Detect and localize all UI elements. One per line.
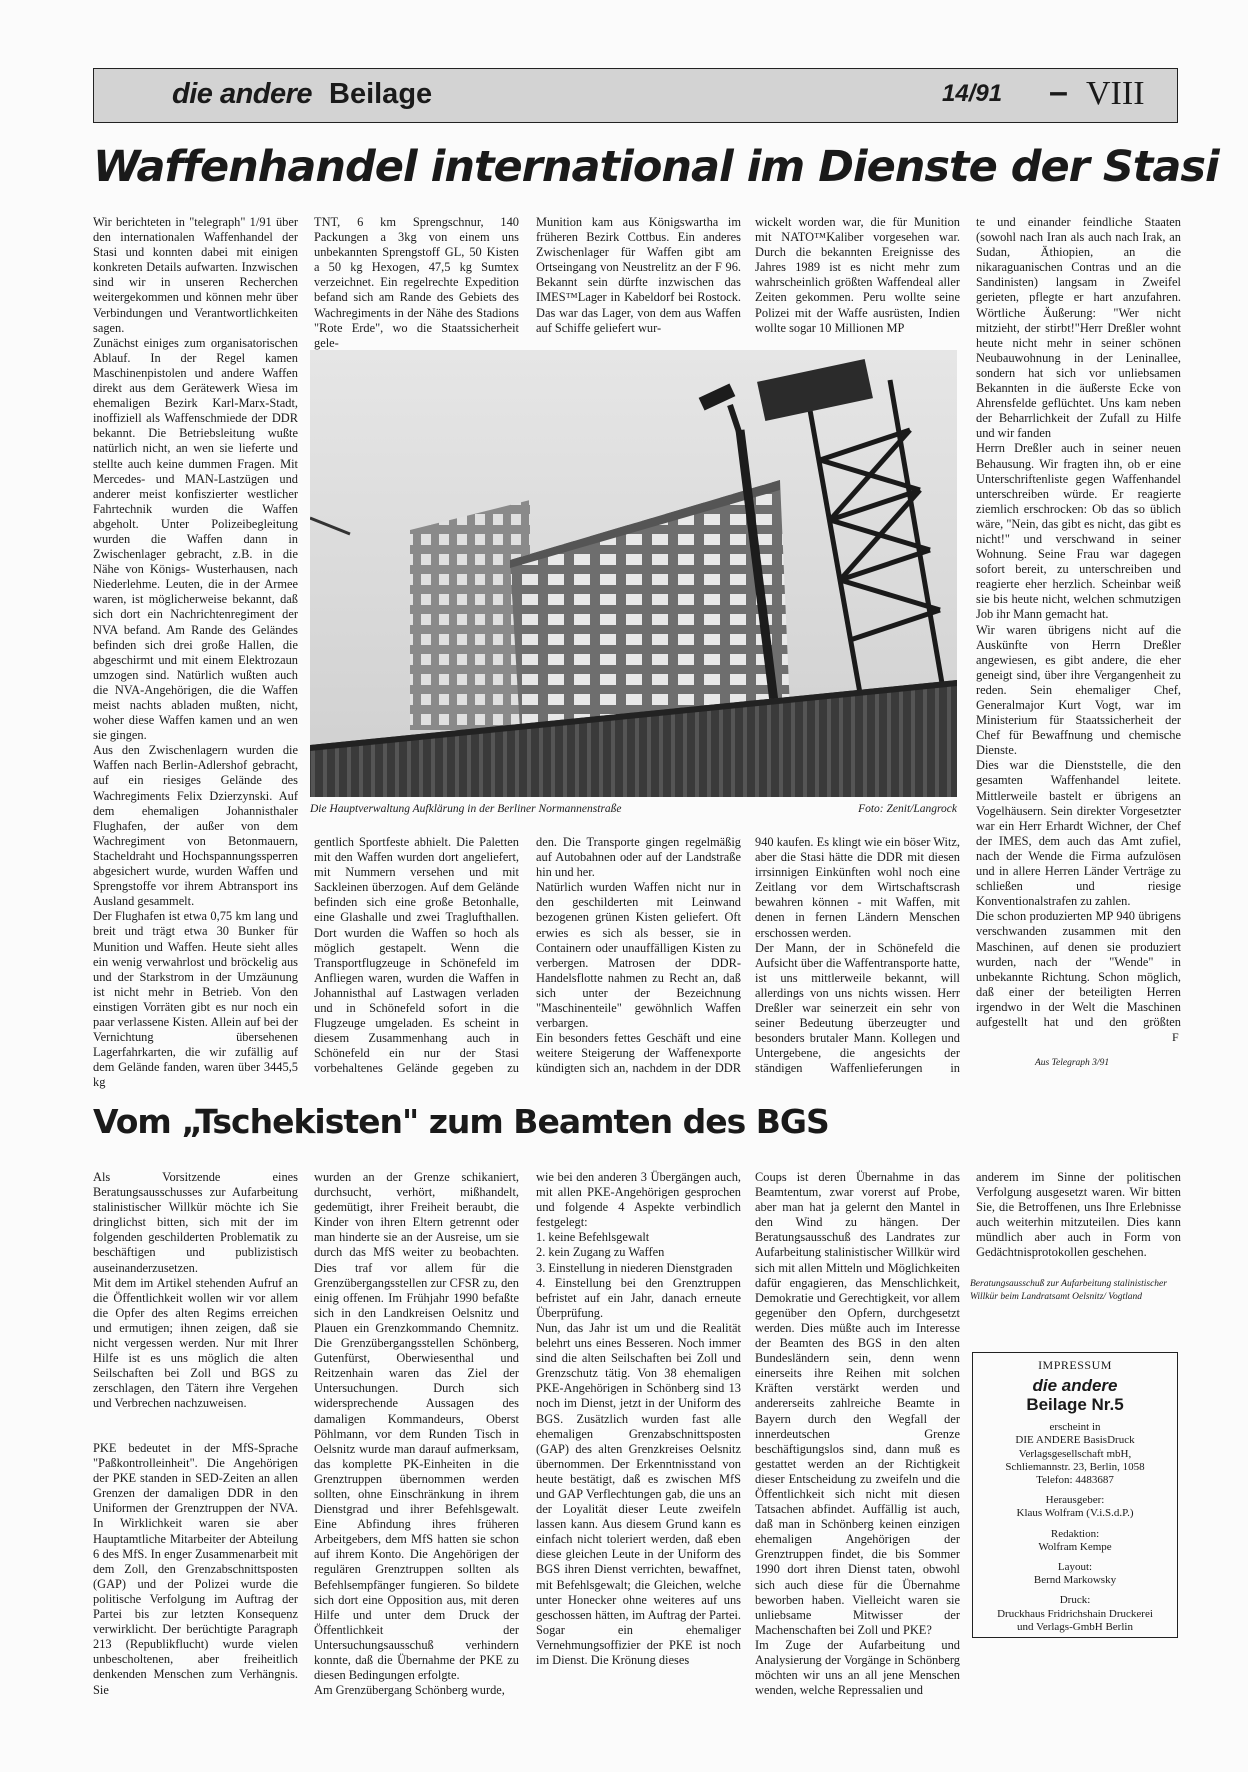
- impressum-brand-line-1: die andere: [1032, 1376, 1118, 1396]
- photo-caption-row: [310, 803, 957, 815]
- article2-column-1: PKE bedeutet in der MfS-Sprache "Paßkontrolleinheit". Die Angehörigen der PKE standen in SED-Zeiten an allen Grenzen der damaligen DDR in den Uniformen der Grenztruppen der NVA. In Wirklichkeit waren sie aber Hauptamtliche Mitarbeiter der Abteilung 6 des MfS. In enger Zusammenarbeit mit dem Zoll, den Grenzabschnittsposten (GAP) und der Polizei wurde die politische Verfolgung im Auftrag der Partei bis zur letzten Konsequenz verwirklicht. Der berüchtigte Paragraph 213 (Republikflucht) wurde vielen unbescholtenen, aber freiheitlich denkenden Menschen zum Verhängnis. Sie: [93, 1441, 298, 1697]
- page-number: VIII: [1086, 75, 1145, 112]
- article1-column-4-top: wickelt worden war, die für Munition mit NATO™Kaliber vorgesehen war. Durch die bekannten Ereignisse des Jahres 1989 ist es nicht mehr zum wahrscheinlich größten Waffendeal aller Zeiten gekommen. Peru wollte seine Polizei mit der Waffe ausrüsten, Indien wollte sogar 10 Millionen MP: [755, 215, 960, 335]
- article2-column-4: Coups ist deren Übernahme in das Beamtentum, zwar vorerst auf Probe, aber man hat ja gelernt den Mantel in den Wind zu hängen. Der Beratungsausschuß des Landrates zur Aufarbeitung stalinistischer Willkür wird sich mit allen Mitteln und Möglichkeiten dafür engagieren, das Menschlichkeit, Demokratie und Gerechtigkeit, vor allem gegenüber den Opfern, durchgesetzt werden. Dies müßte auch im Interesse der Beamten des BGS in den alten Bundesländern sein, denn wenn einerseits ihre Reihen mit solchen Kräften verstärkt werden und andererseits zahlreiche Beamte in Bayern durch den Wegfall der innerdeutschen Grenze beschäftigungslos sind, dann muß es gestattet werden an der Richtigkeit dieser Entscheidung zu zweifeln und die Öffentlichkeit sich nicht mit diesen Tatsachen abfindet. Auffällig ist auch, daß man in Schönberg keinen einzigen ehemaligen Angehörigen der Grenztruppen findet, die bis Sommer 1990 dort ihren Dienst taten, obwohl sich auch diese für die Übernahme beworben haben. Vielleicht waren sie unliebsame Mitwisser der Machenschaften bei Zoll und PKE? Im Zuge der Aufarbeitung und Analysierung der Vorgänge in Schönberg möchten wir uns an all jene Menschen wenden, welche Repressalien und: [755, 1170, 960, 1698]
- article1-column-3-bottom: den. Die Transporte gingen regelmäßig auf Autobahnen oder auf der Landstraße hin und her. Natürlich wurden Waffen nicht nur in den geschilderten mit Leinwand bezogenen grünen Kisten geliefert. Oft erwies es sich als besser, sie in Containern oder unauffälligen Kisten zu verbergen. Matrosen der DDR-Handelsflotte nahmen zu Recht an, daß sich unter der Bezeichnung "Maschinenteile" gewöhnlich Waffen verbargen. Ein besonders fettes Geschäft und eine weitere Steigerung der Waffenexporte kündigten sich an, nachdem in der DDR: [536, 835, 741, 1075]
- publisher-line-2: DIE ANDERE BasisDruck: [1015, 1434, 1135, 1447]
- article2-source: Beratungsausschuß zur Aufarbeitung stalinistischer Willkür beim Landratsamt Oelsnitz/ Vogtland: [970, 1279, 1167, 1302]
- article1-column-1: Wir berichteten in "telegraph" 1/91 über den internationalen Waffenhandel der Stasi und konnten dabei mit einigen konkreten Details aufwarten. Inzwischen sind wir in unseren Recherchen weitergekommen und können mehr über Verbindungen und Verantwortlichkeiten sagen. Zunächst einiges zum organisatorischen Ablauf. In der Regel kamen Maschinenpistolen und andere Waffen direkt aus dem Gerätewerk Wiesa im ehemaligen Bezirk Karl-Marx-Stadt, inoffiziell als Waffenschmiede der DDR bekannt. Die Betriebsleitung wußte natürlich nicht, an wen sie lieferte und stellte auch keine dummen Fragen. Mit Mercedes- und MAN-Lastzügen und anderer meist konfiszierter westlicher Fahrtechnik wurden die Waffen abgeholt. Unter Polizeibegleitung wurden die Waffen dann in Zwischenlager gebracht, z.B. in die Nähe von Königs- Wusterhausen, nach Niederlehme. Leuten, die in der Armee waren, ist möglicherweise bekannt, daß sich dort ein Nachrichtenregiment der NVA befand. Am Rande des Geländes befinden sich drei große Hallen, die abgeschirmt und mit einem Elektrozaun umzogen sind. Natürlich wußten auch die NVA-Angehörigen, die die Waffen meist nachts abladen mußten, nicht, woher diese Waffen kamen und an wen sie gingen. Aus den Zwischenlagern wurden die Waffen nach Berlin-Adlershof gebracht, auf ein riesiges Gelände des Wachregiments Felix Dzierzynski. Auf dem ehemaligen Johannisthaler Flughafen, der außer von dem Wachregiment von Betonmauern, Stacheldraht und Hochspannungssperren abgesichert wurde, wurden Waffen und Sprengstoffe vor ihrem Abtransport ins Ausland gesammelt. Der Flughafen ist etwa 0,75 km lang und breit und trägt etwa 30 Bunker für Munition und Waffen. Heute sieht alles ein wenig verwahrlost und bröckelig aus und der Starkstrom in der Umzäunung ist nicht mehr in Betrieb. Von den einstigen Vorräten gibt es nur noch ein paar verlassene Kisten. Allein auf bei der Vernichtung übersehenen Lagerfahrkarten, die wir zufällig auf dem Gelände fanden, waren über 3445,5 kg: [93, 215, 298, 1090]
- article2-headline: Vom „Tschekisten" zum Beamten des BGS: [93, 1102, 829, 1141]
- editor-name: Klaus Wolfram (V.i.S.d.P.): [1016, 1507, 1134, 1520]
- layout-label: Layout:: [1057, 1561, 1093, 1574]
- article1-column-2-top: TNT, 6 km Sprengschnur, 140 Packungen a 3kg von einem uns unbekannten Sprengstoff GL, 50 Kisten a 50 kg Hexogen, 47,5 kg Sumtex verzeichnet. Ein regelrechte Expedition befand sich am Rande des Gebiets des Wachregiments in der Nähe des Stadions "Rote Erde", wo die Staatssicherheit gele-: [314, 215, 519, 350]
- page-header-bar: [93, 68, 1178, 123]
- article1-column-3-top: Munition kam aus Königswartha im früheren Bezirk Cottbus. Ein anderes Zwischenlager für Waffen gibt am Ortseingang von Neustrelitz an der F 96. Bekannt sein dürfte inzwischen das IMES™Lager in Kabeldorf bei Rostock. Das war das Lager, von dem aus Waffen auf Schiffe geliefert wur-: [536, 215, 741, 335]
- photo-credit: Foto: Zenit/Langrock: [858, 803, 957, 815]
- building-photo: [310, 350, 957, 797]
- publisher-line-5: Telefon: 4483687: [1036, 1474, 1114, 1487]
- issue-number: 14/91: [942, 80, 1003, 107]
- article2-column-3: wie bei den anderen 3 Übergängen auch, mit allen PKE-Angehörigen gesprochen und folgende 4 Aspekte verbindlich festgelegt: 1. keine Befehlsgewalt 2. kein Zugang zu Waffen 3. Einstellung in niederen Dienstgraden 4. Einstellung bei den Grenztruppen befristet auf ein Jahr, danach erneute Überprüfung. Nun, das Jahr ist um und die Realität belehrt uns eines Besseren. Noch immer sind die alten Seilschaften bei Zoll und Grenzschutz tätig. Von 38 ehemaligen PKE-Angehörigen in Schönberg sind 13 noch im Dienst, jetzt in der Uniform des BGS. Zusätzlich wurden fast alle ehemaligen Grenzabschnittsposten (GAP) des alten Grenzkreises Oelsnitz übernommen. Der Erkenntnisstand von heute bestätigt, daß es zwischen MfS und GAP Verflechtungen gab, die uns an der Loyalität dieser Leute zweifeln lassen kann. Aus diesem Grund kann es einfach nicht toleriert werden, daß eben diese gleichen Leute in der Uniform des BGS ihren Dienst verrichten, bewaffnet, mit Befehlsgewalt; die Gleichen, welche unter Honecker ohne weiteres auf uns geschossen hätten, im Auftrag der Partei. Sogar ein ehemaliger Vernehmungsoffizier der PKE ist noch im Dienst. Die Krönung dieses: [536, 1170, 741, 1667]
- article1-signature: F: [1172, 1030, 1179, 1044]
- article1-source: Aus Telegraph 3/91: [1035, 1058, 1110, 1068]
- layout-name: Bernd Markowsky: [1033, 1574, 1117, 1587]
- article2-intro: Als Vorsitzende eines Beratungsausschusses zur Aufarbeitung stalinistischer Willkür möchte ich Sie dringlichst bitten, sich mit der im folgenden geschilderten Problematik zu beschäftigen und publizistisch auseinanderzusetzen. Mit dem im Artikel stehenden Aufruf an die Öffentlichkeit wollen wir vor allem die Opfer des alten Regims erreichen und ermutigen; ihnen zeigen, daß sie nicht vergessen werden. Nur mit Ihrer Hilfe ist es uns möglich die alten Seilschaften bei Zoll und BGS zu zerschlagen, den Tätern ihre Vergehen und Verbrechen nachzuweisen.: [93, 1170, 298, 1411]
- impressum-brand-line-2: Beilage Nr.5: [1026, 1395, 1124, 1415]
- editor-label: Herausgeber:: [1045, 1494, 1105, 1507]
- section-name: Beilage: [329, 78, 433, 110]
- print-line-2: und Verlags-GmbH Berlin: [1017, 1620, 1133, 1633]
- article2-column-5: anderem im Sinne der politischen Verfolgung ausgesetzt waren. Wir bitten Sie, die Betroffenen, uns Ihre Erlebnisse auch weiterhin mitzuteilen. Dies kann mündlich aber auch in Form von Gedächtnisprotokollen geschehen.: [976, 1170, 1181, 1260]
- print-label: Druck:: [1059, 1594, 1091, 1607]
- publisher-line-4: Schliemannstr. 23, Berlin, 1058: [1005, 1460, 1145, 1473]
- impressum-box: [972, 1352, 1178, 1638]
- publisher-line-1: erscheint in: [1049, 1421, 1101, 1434]
- article1-column-5: te und einander feindliche Staaten (sowohl nach Iran als auch nach Irak, an Sudan, Äthiopien, an die nikaraguanischen Contras und an die Sandinisten) langsam in Zweifel gerieten, pflegte er hart anzufahren. Wörtliche Äußerung: "Wer nicht mitzieht, der stirbt!"Herr Dreßler wohnt heute nicht mehr in seiner schönen Neubauwohnung in der Leninallee, sondern hat sich vor unliebsamen Bekannten in die äußerste Ecke von Ahrensfelde geflüchtet. Uns kam neben der Beharrlichkeit der Zufall zu Hilfe und wir fanden Herrn Dreßler auch in seiner neuen Behausung. Wir fragten ihn, ob er eine Unterschriftenliste gegen Waffenhandel unterschreiben würde. Er reagierte ziemlich erschrocken: Ob das so üblich wäre, "Nein, das gibt es nicht, das gibt es nicht!" und verschwand in seiner Wohnung. Seine Frau war dagegen sofort bereit, zu unterschreiben und reagierte eher herzlich. Scheinbar weiß sie bis heute nicht, welchen schmutzigen Job ihr Mann gemacht hat. Wir waren übrigens nicht auf die Auskünfte von Herrn Dreßler angewiesen, es gibt andere, die eher geneigt sind, über ihre Vergangenheit zu reden. Sein ehemaliger Chef, Generalmajor Kurt Vogt, war im Ministerium für Staatssicherheit der Chef für Bewaffnung und chemische Dienste. Dies war die Dienststelle, die den gesamten Waffenhandel leitete. Mittlerweile bastelt er übrigens an Vogelhäusern. Sein direkter Vorgesetzter war ein Herr Erhardt Wichner, der Chef der IMES, dem auch das Amt zufiel, nach der Wende die Firma aufzulösen und in allere Herren Länder Verträge zu schließen und riesige Konventionalstrafen zu zahlen. Die schon produzierten MP 940 übrigens verschwanden zusammen mit den Maschinen, auf denen sie produziert wurden, nach der "Wende" in unbekannte Richtung. Schon möglich, daß einer der beteiligten Herren irgendwo in der Welt die Maschinen aufgestellt hat und den größten: [976, 215, 1181, 1029]
- article1-column-2-bottom: gentlich Sportfeste abhielt. Die Paletten mit den Waffen wurden dort angeliefert, mit Nummern versehen und mit Sackleinen überzogen. Auf dem Gelände befinden sich eine große Betonhalle, eine Glashalle und zwei Traglufthallen. Dort wurden die Waffen so hoch als möglich gestapelt. Wenn die Transportflugzeuge in Schönefeld im Anfliegen waren, wurden die Waffen in Johannisthal auf Lastwagen verladen und in Schönefeld sofort in die Flugzeuge umgeladen. Es scheint in diesem Zusammenhang auch in Schönefeld ein nur der Stasi vorbehaltenes Gelände gegeben zu: [314, 835, 519, 1075]
- header-dash: –: [1049, 73, 1068, 111]
- redaktion-name: Wolfram Kempe: [1038, 1540, 1112, 1553]
- newspaper-brand: die andere: [172, 78, 313, 110]
- building-illustration: [310, 350, 957, 797]
- article2-column-2: wurden an der Grenze schikaniert, durchsucht, verhört, mißhandelt, gedemütigt, ihrer Freiheit beraubt, die Kinder von ihren Eltern getrennt oder man hinderte sie an der Ausreise, um sie durch das MfS weiter zu beobachten. Dies traf vor allem für die Grenzübergangsstellen zur CFSR zu, den einig offenen. Im Frühjahr 1990 befaßte sich in den Landkreisen Oelsnitz und Plauen ein Grenzkommando Chemnitz. Die Grenzübergangsstellen Schönberg, Gutenfürst, Oberwiesenthal und Reitzenhain waren das Ziel der Untersuchungen. Durch sich widersprechende Aussagen des damaligen Kommandeurs, Oberst Pöhlmann, vor dem Runden Tisch in Oelsnitz wurde man darauf aufmerksam, das komplette PK-Einheiten in die Grenztruppen übernommen werden sollten, ohne Einschränkung in ihrem Dienstgrad und ihrer Befehlsgewalt. Eine Abfindung ihres früheren Arbeitgebers, dem MfS hatten sie schon auf ihrem Konto. Die Angehörigen der regulären Grenztruppen sollten als Befehlsempfänger fungieren. So bildete sich dort eine Opposition aus, mit deren Hilfe und unter dem Druck der Öffentlichkeit der Untersuchungsausschuß verhindern konnte, daß die Übernahme der PKE zu diesen Bedingungen erfolgte. Am Grenzübergang Schönberg wurde,: [314, 1170, 519, 1698]
- redaktion-label: Redaktion:: [1050, 1527, 1100, 1540]
- article1-column-4-bottom: 940 kaufen. Es klingt wie ein böser Witz, aber die Stasi hätte die DDR mit diesen irrsinnigen Einkünften wohl noch eine Zeitlang vor dem Wirtschaftscrash bewahren können - mit Waffen, mit denen in fernen Ländern Menschen erschossen werden. Der Mann, der in Schönefeld die Aufsicht über die Waffentransporte hatte, ist uns mittlerweile bekannt, will allerdings von uns nichts wissen. Herr Dreßler war seinerzeit ein sehr von seiner Bedeutung überzeugter und besonders brutaler Mann. Kollegen und Untergebene, die angesichts der ständigen Waffenlieferungen in: [755, 835, 960, 1075]
- publisher-line-3: Verlagsgesellschaft mbH,: [1018, 1447, 1132, 1460]
- photo-caption: Die Hauptverwaltung Aufklärung in der Berliner Normannenstraße: [310, 803, 622, 815]
- article1-headline: Waffenhandel international im Dienste der Stasi: [93, 142, 1219, 192]
- impressum-title: IMPRESSUM: [1038, 1358, 1112, 1372]
- print-line-1: Druckhaus Fridrichshain Druckerei: [997, 1607, 1153, 1620]
- impressum-brand: [973, 1376, 1177, 1414]
